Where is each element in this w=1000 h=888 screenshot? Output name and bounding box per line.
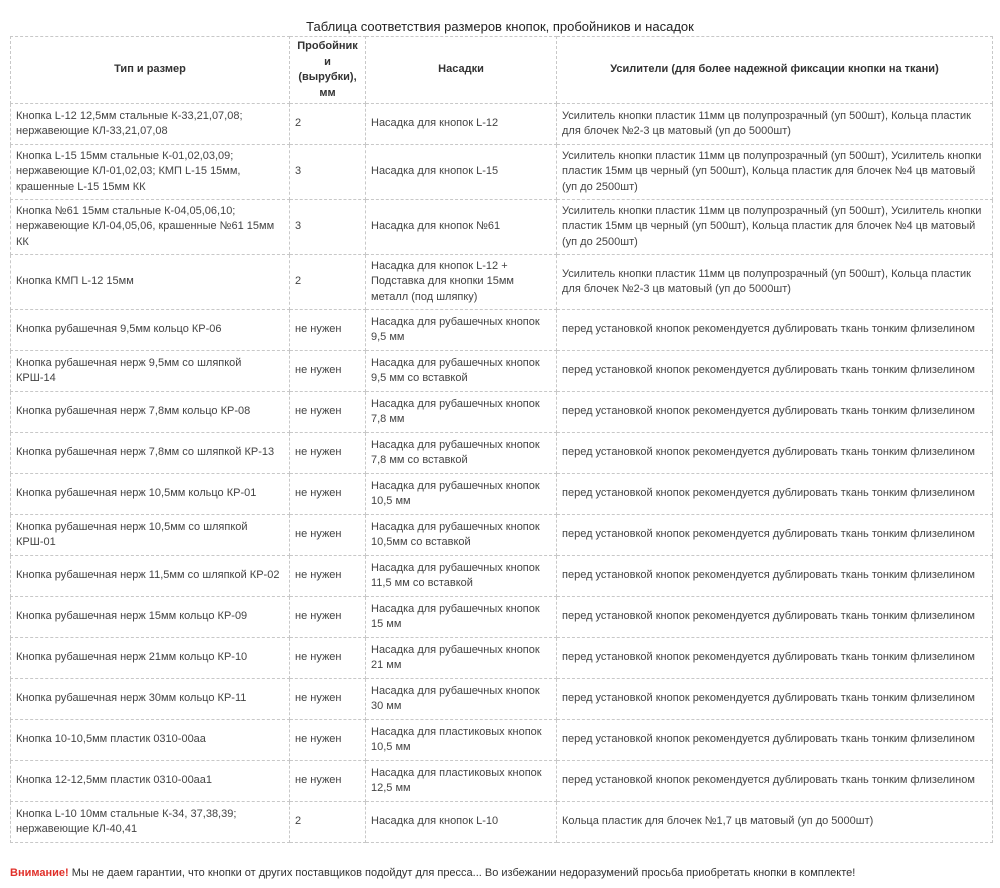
cell-reinforcer: перед установкой кнопок рекомендуется дублировать ткань тонким флизелином (557, 638, 993, 679)
cell-reinforcer: Кольца пластик для блочек №1,7 цв матовый (уп до 5000шт) (557, 802, 993, 843)
cell-type-size: Кнопка рубашечная нерж 7,8мм кольцо КР-08 (11, 392, 290, 433)
cell-type-size: Кнопка рубашечная нерж 11,5мм со шляпкой КР-02 (11, 556, 290, 597)
table-row (11, 802, 993, 843)
header-reinforcers: Усилители (для более надежной фиксации кнопки на ткани) (557, 37, 993, 104)
header-type-size: Тип и размер (11, 37, 290, 104)
cell-punch: 2 (290, 802, 366, 843)
table-body (11, 104, 993, 843)
cell-type-size: Кнопка рубашечная нерж 10,5мм со шляпкой КРШ-01 (11, 515, 290, 556)
cell-type-size: Кнопка рубашечная нерж 30мм кольцо КР-11 (11, 679, 290, 720)
cell-punch: не нужен (290, 392, 366, 433)
cell-punch: не нужен (290, 638, 366, 679)
cell-type-size: Кнопка рубашечная нерж 9,5мм со шляпкой КРШ-14 (11, 351, 290, 392)
cell-type-size: Кнопка рубашечная нерж 15мм кольцо КР-09 (11, 597, 290, 638)
cell-type-size: Кнопка L-10 10мм стальные К-34, 37,38,39; нержавеющие КЛ-40,41 (11, 802, 290, 843)
table-row (11, 556, 993, 597)
cell-punch: не нужен (290, 597, 366, 638)
size-compatibility-table (10, 36, 993, 843)
cell-type-size: Кнопка рубашечная нерж 7,8мм со шляпкой КР-13 (11, 433, 290, 474)
cell-punch: 2 (290, 255, 366, 310)
cell-attachment: Насадка для рубашечных кнопок 7,8 мм (366, 392, 557, 433)
cell-reinforcer: перед установкой кнопок рекомендуется дублировать ткань тонким флизелином (557, 679, 993, 720)
cell-type-size: Кнопка L-12 12,5мм стальные К-33,21,07,08; нержавеющие КЛ-33,21,07,08 (11, 104, 290, 145)
cell-reinforcer: Усилитель кнопки пластик 11мм цв полупрозрачный (уп 500шт), Кольца пластик для блочек №2-3 цв матовый (уп до 5000шт) (557, 104, 993, 145)
cell-reinforcer: перед установкой кнопок рекомендуется дублировать ткань тонким флизелином (557, 515, 993, 556)
cell-reinforcer: Усилитель кнопки пластик 11мм цв полупрозрачный (уп 500шт), Кольца пластик для блочек №2-3 цв матовый (уп до 5000шт) (557, 255, 993, 310)
table-row (11, 597, 993, 638)
cell-attachment: Насадка для кнопок L-12 (366, 104, 557, 145)
cell-attachment: Насадка для рубашечных кнопок 9,5 мм (366, 310, 557, 351)
warning-notice (10, 866, 995, 880)
table-row (11, 255, 993, 310)
cell-punch: 2 (290, 104, 366, 145)
table-row (11, 145, 993, 200)
cell-attachment: Насадка для рубашечных кнопок 10,5 мм (366, 474, 557, 515)
cell-type-size: Кнопка L-15 15мм стальные К-01,02,03,09; нержавеющие КЛ-01,02,03; КМП L-15 15мм, крашенные L-15 15мм КК (11, 145, 290, 200)
table-header-row (11, 37, 993, 104)
cell-type-size: Кнопка КМП L-12 15мм (11, 255, 290, 310)
cell-reinforcer: перед установкой кнопок рекомендуется дублировать ткань тонким флизелином (557, 351, 993, 392)
cell-attachment: Насадка для рубашечных кнопок 10,5мм со вставкой (366, 515, 557, 556)
cell-attachment: Насадка для кнопок L-15 (366, 145, 557, 200)
cell-reinforcer: перед установкой кнопок рекомендуется дублировать ткань тонким флизелином (557, 556, 993, 597)
cell-attachment: Насадка для рубашечных кнопок 15 мм (366, 597, 557, 638)
cell-reinforcer: Усилитель кнопки пластик 11мм цв полупрозрачный (уп 500шт), Усилитель кнопки пластик 15мм цв черный (уп 500шт), Кольца пластик для блочек №4 цв матовый (уп до 2500шт) (557, 145, 993, 200)
table-row (11, 310, 993, 351)
cell-reinforcer: перед установкой кнопок рекомендуется дублировать ткань тонким флизелином (557, 392, 993, 433)
cell-attachment: Насадка для пластиковых кнопок 12,5 мм (366, 761, 557, 802)
cell-attachment: Насадка для рубашечных кнопок 11,5 мм со вставкой (366, 556, 557, 597)
cell-attachment: Насадка для пластиковых кнопок 10,5 мм (366, 720, 557, 761)
cell-type-size: Кнопка рубашечная 9,5мм кольцо КР-06 (11, 310, 290, 351)
table-row (11, 433, 993, 474)
cell-reinforcer: перед установкой кнопок рекомендуется дублировать ткань тонким флизелином (557, 761, 993, 802)
cell-reinforcer: перед установкой кнопок рекомендуется дублировать ткань тонким флизелином (557, 720, 993, 761)
cell-type-size: Кнопка рубашечная нерж 10,5мм кольцо КР-01 (11, 474, 290, 515)
cell-type-size: Кнопка 12-12,5мм пластик 0310-00аа1 (11, 761, 290, 802)
cell-punch: не нужен (290, 351, 366, 392)
cell-punch: не нужен (290, 720, 366, 761)
cell-punch: не нужен (290, 515, 366, 556)
cell-attachment: Насадка для кнопок L-10 (366, 802, 557, 843)
cell-reinforcer: перед установкой кнопок рекомендуется дублировать ткань тонким флизелином (557, 474, 993, 515)
table-row (11, 679, 993, 720)
table-row (11, 200, 993, 255)
cell-punch: 3 (290, 200, 366, 255)
cell-attachment: Насадка для кнопок №61 (366, 200, 557, 255)
cell-attachment: Насадка для рубашечных кнопок 21 мм (366, 638, 557, 679)
warning-label: Внимание! (10, 867, 69, 879)
cell-attachment: Насадка для рубашечных кнопок 7,8 мм со вставкой (366, 433, 557, 474)
header-attachments: Насадки (366, 37, 557, 104)
table-title: Таблица соответствия размеров кнопок, пробойников и насадок (306, 19, 694, 34)
cell-reinforcer: перед установкой кнопок рекомендуется дублировать ткань тонким флизелином (557, 433, 993, 474)
table-row (11, 392, 993, 433)
cell-punch: 3 (290, 145, 366, 200)
cell-reinforcer: перед установкой кнопок рекомендуется дублировать ткань тонким флизелином (557, 310, 993, 351)
table-row (11, 638, 993, 679)
cell-punch: не нужен (290, 679, 366, 720)
table-row (11, 515, 993, 556)
cell-reinforcer: перед установкой кнопок рекомендуется дублировать ткань тонким флизелином (557, 597, 993, 638)
table-row (11, 761, 993, 802)
cell-type-size: Кнопка 10-10,5мм пластик 0310-00аа (11, 720, 290, 761)
cell-reinforcer: Усилитель кнопки пластик 11мм цв полупрозрачный (уп 500шт), Усилитель кнопки пластик 15мм цв черный (уп 500шт), Кольца пластик для блочек №4 цв матовый (уп до 2500шт) (557, 200, 993, 255)
table-row (11, 720, 993, 761)
table-row (11, 351, 993, 392)
cell-punch: не нужен (290, 474, 366, 515)
cell-attachment: Насадка для кнопок L-12 + Подставка для кнопки 15мм металл (под шляпку) (366, 255, 557, 310)
cell-punch: не нужен (290, 761, 366, 802)
warning-text: Мы не даем гарантии, что кнопки от других поставщиков подойдут для пресса... Во избежании недоразумений просьба приобретать кнопки в комплекте! (68, 867, 856, 879)
cell-type-size: Кнопка №61 15мм стальные К-04,05,06,10; нержавеющие КЛ-04,05,06, крашенные №61 15мм КК (11, 200, 290, 255)
header-punches: Пробойники (вырубки), мм (290, 37, 366, 104)
cell-punch: не нужен (290, 310, 366, 351)
cell-type-size: Кнопка рубашечная нерж 21мм кольцо КР-10 (11, 638, 290, 679)
cell-punch: не нужен (290, 556, 366, 597)
cell-punch: не нужен (290, 433, 366, 474)
cell-attachment: Насадка для рубашечных кнопок 9,5 мм со вставкой (366, 351, 557, 392)
cell-attachment: Насадка для рубашечных кнопок 30 мм (366, 679, 557, 720)
table-row (11, 104, 993, 145)
table-row (11, 474, 993, 515)
